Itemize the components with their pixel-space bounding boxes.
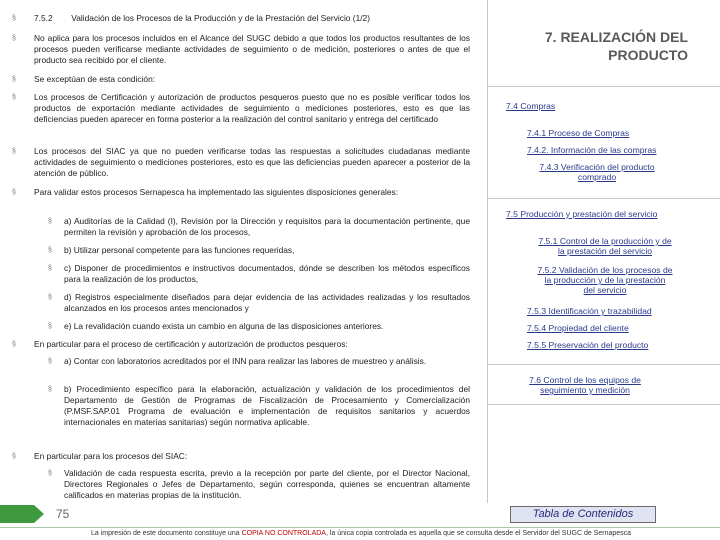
chapter-title: 7. REALIZACIÓN DEL PRODUCTO [544,29,688,63]
footer-notice: La impresión de este documento constituye una COPIA NO CONTROLADA, la única copia controlada es aquella que se consulta desde el Servidor del SUGC de Sernapesca [90,530,632,537]
toc-link-7-5-5[interactable]: 7.5.5 Preservación del producto [527,340,649,350]
footer-divider [0,527,720,528]
sub-bullet-marker: § [48,294,52,301]
table-of-contents-button[interactable]: Tabla de Contenidos [510,506,656,523]
sub-bullet-a: a) Auditorías de la Calidad (I), Revisión por la Dirección y requisitos para la documentación pertinente, que permiten la revisión y aprobación de los procesos, [64,216,470,237]
section-number: 7.5.2 [34,13,53,23]
uncontrolled-copy-label: COPIA NO CONTROLADA [241,530,326,537]
toc-link-7-4-1[interactable]: 7.4.1 Proceso de Compras [527,128,630,138]
sidebar-separator [488,86,720,87]
toc-link-7-5-3[interactable]: 7.5.3 Identificación y trazabilidad [527,306,652,316]
bullet-marker: § [12,148,16,155]
sub-bullet-b: b) Utilizar personal competente para las funciones requeridas, [64,245,295,255]
bullet-siac-particular: En particular para los procesos del SIAC: [34,451,188,461]
bullet-marker: § [12,94,16,101]
sub-bullet-marker: § [48,470,52,477]
sub-bullet-siac: Validación de cada respuesta escrita, previo a la recepción por parte del cliente, por el Director Nacional, Directores Regionales o Jefes de Departamento, según corresponda, quienes se encuentran altamente calificados en materias propias de la institución. [64,468,470,500]
sub-bullet-cert-b: b) Procedimiento específico para la elaboración, actualización y validación de los procedimientos del Departamento de Gestión de Programas de Fiscalización de Procesamiento y Comercialización (P.MSF.SAP.01 Programa de evaluación e implementación de requisitos sanitarios y acuerdos internacionales en materias sanitarias) según normativa aplicable. [64,384,470,427]
sub-bullet-cert-a: a) Contar con laboratorios acreditados por el INN para realizar las labores de muestreo y análisis. [64,356,427,366]
toc-link-7-4-3[interactable]: 7.4.3 Verificación del producto comprado [539,162,655,182]
bullet-marker: § [12,189,16,196]
toc-link-7-5-2[interactable]: 7.5.2 Validación de los procesos de la producción y de la prestación del servicio [537,265,673,295]
bullet-marker: § [12,15,16,22]
sub-bullet-marker: § [48,323,52,330]
sub-bullet-marker: § [48,265,52,272]
bullet-certificacion: Los procesos de Certificación y autorización de productos pesqueros puesto que no es posible verificar todos los productos de exportación mediante actividades de seguimiento o mediciones posteriores, esto es que las deficiencias pueden aparecer en forma posterior a la realización del control sanitario y entrega del certificado [34,92,470,124]
toc-link-7-5[interactable]: 7.5 Producción y prestación del servicio [506,209,658,219]
toc-link-7-4-2[interactable]: 7.4.2. Información de las compras [527,145,657,155]
bullet-siac: Los procesos del SIAC ya que no pueden verificarse todas las respuestas a solicitudes ciudadanas mediante actividades de seguimiento o mediciones posteriores, esto es que las deficiencias pueden aparecer a posterior de la atención de público. [34,146,470,178]
sub-bullet-marker: § [48,358,52,365]
toc-link-7-6[interactable]: 7.6 Control de los equipos de seguimiento y medición [529,375,641,395]
page-number: 75 [56,507,70,521]
sub-bullet-marker: § [48,386,52,393]
bullet-marker: § [12,453,16,460]
toc-link-7-5-1[interactable]: 7.5.1 Control de la producción y de la prestación del servicio [538,236,672,256]
bullet-marker: § [12,76,16,83]
green-arrow-decoration [0,503,45,525]
bullet-marker: § [12,35,16,42]
toc-link-7-5-4[interactable]: 7.5.4 Propiedad del cliente [527,323,629,333]
sub-bullet-marker: § [48,247,52,254]
sub-bullet-e: e) La revalidación cuando exista un cambio en alguna de las disposiciones anteriores. [64,321,384,331]
section-heading [34,13,474,24]
sub-bullet-d: d) Registros especialmente diseñados para dejar evidencia de las actividades realizadas y los resultados alcanzados en los procesos antes mencionados y [64,292,470,313]
bullet-validar: Para validar estos procesos Sernapesca ha implementado las siguientes disposiciones generales: [34,187,399,197]
bullet-marker: § [12,341,16,348]
sidebar-separator [488,364,720,365]
sub-bullet-marker: § [48,218,52,225]
sidebar-separator [488,198,720,199]
bullet-no-aplica: No aplica para los procesos incluidos en el Alcance del SUGC debido a que todos los productos resultantes de los procesos pueden verificarse mediante actividades de seguimiento o de medición, posteriores o antes de que el producto sea recibido por el cliente. [34,33,470,65]
toc-link-7-4[interactable]: 7.4 Compras [506,101,556,111]
sidebar-separator [488,404,720,405]
bullet-exceptuan: Se exceptúan de esta condición: [34,74,156,84]
sidebar-divider [487,0,488,503]
sub-bullet-c: c) Disponer de procedimientos e instructivos documentados, dónde se describen los métodos específicos para la realización de los productos, [64,263,470,284]
section-title: Validación de los Procesos de la Producción y de la Prestación del Servicio (1/2) [71,13,371,23]
bullet-cert: En particular para el proceso de certificación y autorización de productos pesqueros: [34,339,348,349]
